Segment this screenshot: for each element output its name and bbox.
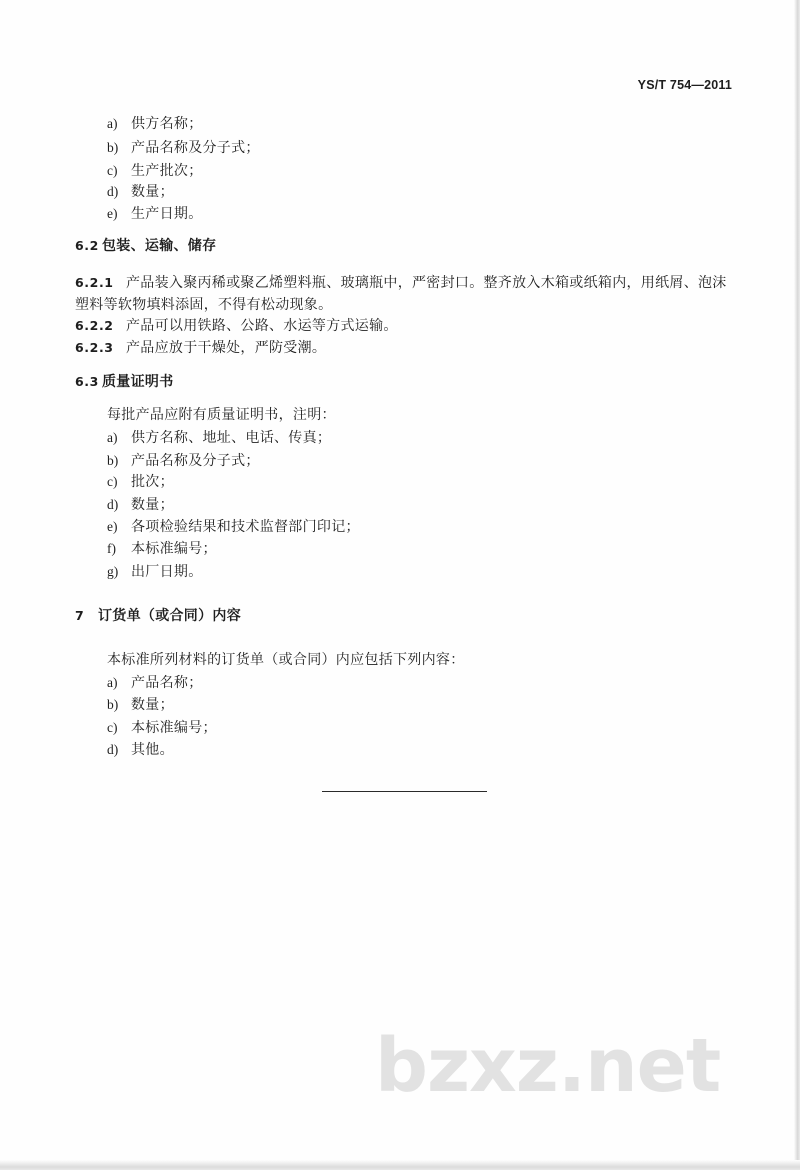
clause-6-2-1-continuation	[75, 295, 332, 315]
clause-text: 产品应放于干燥处，严防受潮。	[126, 340, 327, 356]
list-marker: a)	[107, 675, 118, 690]
list-marker: d)	[107, 742, 119, 757]
list-item-text: 出厂日期。	[131, 564, 203, 580]
site-watermark: bzxz.net	[375, 1023, 721, 1109]
clause-text: 产品可以用铁路、公路、水运等方式运输。	[126, 318, 398, 334]
list-item-text: 数量；	[131, 497, 174, 513]
section-title: 包装、运输、储存	[102, 238, 217, 254]
clause-6-2-2	[75, 316, 398, 336]
list-item	[107, 673, 203, 693]
list-item	[107, 138, 260, 158]
list-item	[107, 204, 203, 224]
list-item-text: 产品名称及分子式；	[131, 453, 260, 469]
section-intro: 每批产品应附有质量证明书，注明：	[107, 407, 336, 423]
list-marker: e)	[107, 519, 118, 534]
list-item-text: 生产日期。	[131, 206, 203, 222]
list-item	[107, 428, 331, 448]
list-marker: d)	[107, 184, 119, 199]
list-marker: b)	[107, 140, 119, 155]
chapter-number: 7	[75, 608, 85, 623]
list-item-text: 批次；	[131, 474, 174, 490]
list-item-text: 数量；	[131, 184, 174, 200]
list-item-text: 产品名称及分子式；	[131, 140, 260, 156]
chapter-heading-7	[75, 606, 241, 626]
end-of-document-rule	[322, 791, 487, 792]
list-item	[107, 539, 217, 559]
list-marker: g)	[107, 564, 119, 579]
chapter-intro: 本标准所列材料的订货单（或合同）内应包括下列内容：	[107, 652, 465, 668]
list-marker: c)	[107, 163, 118, 178]
list-item	[107, 451, 260, 471]
list-item-text: 本标准编号；	[131, 541, 217, 557]
clause-text: 塑料等软物填料添固，不得有松动现象。	[75, 297, 333, 313]
list-item	[107, 562, 203, 582]
list-marker: e)	[107, 206, 118, 221]
list-item	[107, 161, 203, 181]
list-item-text: 产品名称；	[131, 675, 203, 691]
scan-edge-right	[794, 0, 800, 1170]
scan-edge-bottom	[0, 1160, 800, 1170]
list-marker: c)	[107, 474, 118, 489]
standard-code-header: YS/T 754—2011	[637, 78, 732, 92]
clause-number: 6.2.1	[75, 275, 114, 290]
list-item-text: 本标准编号；	[131, 720, 217, 736]
list-marker: b)	[107, 697, 119, 712]
list-item	[107, 472, 174, 492]
section-number: 6.3	[75, 374, 99, 389]
list-item-text: 供方名称；	[131, 116, 203, 132]
list-item-text: 各项检验结果和技术监督部门印记；	[131, 519, 360, 535]
clause-number: 6.2.3	[75, 340, 114, 355]
section-heading-6-3	[75, 372, 174, 392]
chapter-title: 订货单（或合同）内容	[98, 608, 241, 624]
list-item	[107, 517, 360, 537]
list-item-text: 供方名称、地址、电话、传真；	[131, 430, 332, 446]
section-title: 质量证明书	[102, 374, 174, 390]
list-marker: c)	[107, 720, 118, 735]
list-item-text: 其他。	[131, 742, 174, 758]
clause-number: 6.2.2	[75, 318, 114, 333]
list-item	[107, 718, 217, 738]
list-item	[107, 740, 174, 760]
list-item	[107, 695, 174, 715]
list-item	[107, 114, 203, 134]
list-marker: a)	[107, 116, 118, 131]
list-item-text: 数量；	[131, 697, 174, 713]
clause-6-2-1	[75, 273, 727, 293]
clause-6-2-3	[75, 338, 326, 358]
section-number: 6.2	[75, 238, 99, 253]
section-heading-6-2	[75, 236, 216, 256]
clause-text: 产品装入聚丙稀或聚乙烯塑料瓶、玻璃瓶中，严密封口。整齐放入木箱或纸箱内，用纸屑、泡沫	[126, 275, 727, 291]
list-item	[107, 182, 174, 202]
list-marker: a)	[107, 430, 118, 445]
list-marker: b)	[107, 453, 119, 468]
list-item	[107, 495, 174, 515]
list-item-text: 生产批次；	[131, 163, 203, 179]
list-marker: d)	[107, 497, 119, 512]
list-marker: f)	[107, 541, 116, 556]
